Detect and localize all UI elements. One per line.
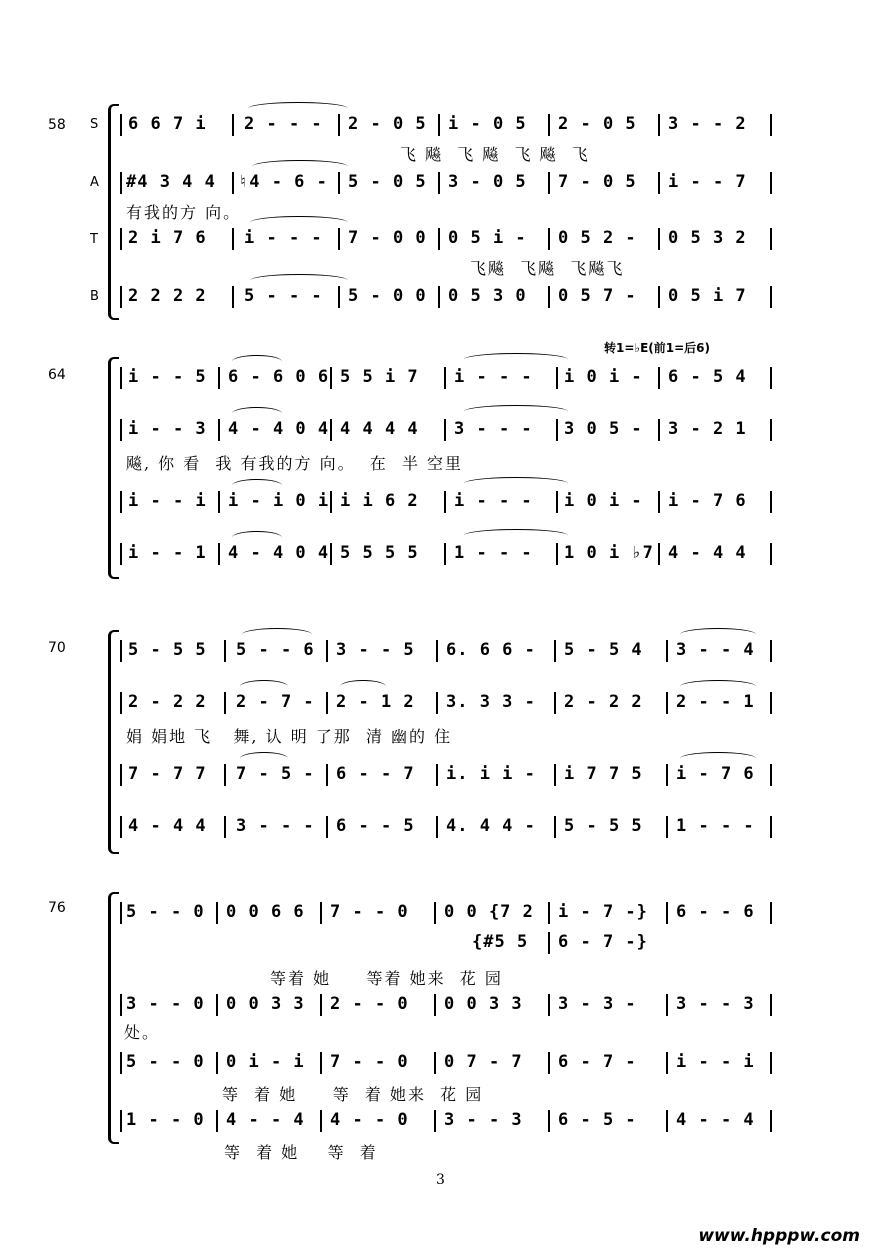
tie	[464, 529, 568, 542]
lyric-line: 飞 飚 飞 飚 飞 飚 飞	[400, 145, 590, 164]
measure-notes: 0 0 3 3	[444, 994, 523, 1014]
measure-notes: 0 i - i	[226, 1052, 305, 1072]
tie	[464, 477, 568, 490]
staff-soprano	[120, 636, 780, 666]
measure-notes: 5 - 0 0	[348, 286, 427, 306]
measure-notes: 0 5 2 -	[558, 228, 637, 248]
staff-soprano	[120, 110, 780, 140]
measure-notes: i - - -	[244, 228, 323, 248]
staff-alto	[120, 415, 780, 445]
measure-notes: i - 7 6	[676, 764, 755, 784]
measure-notes: 3 - - 3	[444, 1110, 523, 1130]
measure-notes: 2 - 2 2	[128, 692, 207, 712]
measure-notes: 2 - 7 -	[236, 692, 315, 712]
voice-label-s: S	[90, 117, 99, 132]
measure-notes: 5 - - 0	[126, 902, 205, 922]
measure-notes: 5 - - 6	[236, 640, 315, 660]
measure-notes: i - - i	[676, 1052, 755, 1072]
measure-notes: 4 - 4 0 4	[228, 543, 330, 563]
measure-notes: 3 - 0 5	[448, 172, 527, 192]
lyric-line: 飞飚 飞飚 飞飚飞	[470, 259, 625, 278]
measure-notes: 5 - - 0	[126, 1052, 205, 1072]
measure-notes: 6 - 7 -	[558, 1052, 637, 1072]
measure-notes: 4 - - 0	[330, 1110, 409, 1130]
lyric-line: 等着 她 等着 她来 花 园	[270, 969, 503, 988]
staff-tenor	[120, 760, 780, 790]
lyric-line: 飚, 你 看 我 有我的方 向。 在 半 空里	[126, 454, 464, 473]
system-brace	[108, 104, 119, 320]
measure-notes: 4. 4 4 -	[446, 816, 536, 836]
system-brace	[108, 892, 119, 1144]
measure-notes: ♮4 - 6 -	[238, 172, 328, 192]
measure-notes: i - - -	[454, 491, 533, 511]
measure-notes: 3 0 5 -	[564, 419, 643, 439]
voice-label-a: A	[90, 175, 99, 190]
measure-notes: i - - -	[454, 367, 533, 387]
measure-notes: 1 0 i ♭7	[564, 543, 654, 563]
staff-alto	[120, 990, 780, 1020]
measure-notes: i 0 i -	[564, 491, 643, 511]
measure-notes: 4 - - 4	[226, 1110, 305, 1130]
measure-notes: i - 7 6	[668, 491, 747, 511]
measure-notes: i - - 5	[128, 367, 207, 387]
measure-notes: 5 - 0 5	[348, 172, 427, 192]
measure-notes: i - - 7	[668, 172, 747, 192]
measure-notes: 2 - - -	[244, 114, 323, 134]
measure-notes: 4 4 4 4	[340, 419, 419, 439]
measure-notes: 2 - 0 5	[558, 114, 637, 134]
measure-notes: 0 5 3 2	[668, 228, 747, 248]
system-brace	[108, 630, 119, 854]
measure-notes: i. i i -	[446, 764, 536, 784]
measure-notes: 3 - - 4	[676, 640, 755, 660]
measure-notes: 3 - 2 1	[668, 419, 747, 439]
measure-number: 58	[48, 117, 66, 133]
measure-notes: i - 7 -}	[558, 902, 648, 922]
measure-notes: 0 5 7 -	[558, 286, 637, 306]
measure-notes: 6 - 7 -}	[558, 932, 648, 952]
tie	[464, 405, 568, 418]
voice-label-t: T	[90, 232, 98, 247]
measure-notes: 1 - - -	[676, 816, 755, 836]
measure-notes: 6 - - 5	[336, 816, 415, 836]
measure-notes: 4 - 4 4	[128, 816, 207, 836]
measure-notes: 2 - 1 2	[336, 692, 415, 712]
measure-notes: 1 - - -	[454, 543, 533, 563]
measure-notes: 5 - - -	[244, 286, 323, 306]
measure-notes: #4 3 4 4	[126, 172, 216, 192]
lyric-line: 处。	[124, 1023, 161, 1042]
measure-number: 70	[48, 640, 66, 656]
voice-label-b: B	[90, 289, 99, 304]
measure-notes: 6 6 7 i	[128, 114, 207, 134]
measure-notes: 5 - 5 5	[564, 816, 643, 836]
lyric-line: 娟 娟地 飞 舞, 认 明 了那 清 幽的 住	[126, 727, 453, 746]
staff-bass	[120, 1106, 780, 1136]
measure-notes: 3 - - 5	[336, 640, 415, 660]
measure-notes: i i 6 2	[340, 491, 419, 511]
measure-notes: 3. 3 3 -	[446, 692, 536, 712]
measure-notes: 3 - - 0	[126, 994, 205, 1014]
measure-notes: 3 - - 3	[676, 994, 755, 1014]
measure-notes: 6. 6 6 -	[446, 640, 536, 660]
measure-notes: i 0 i -	[564, 367, 643, 387]
staff-alto	[120, 168, 780, 198]
staff-tenor	[120, 224, 780, 254]
page-number: 3	[436, 1172, 445, 1188]
lyric-line: 等 着 她 等 着 她来 花 园	[222, 1085, 484, 1104]
measure-notes: 7 - - 0	[330, 1052, 409, 1072]
measure-notes: 4 - 4 0 4	[228, 419, 330, 439]
measure-notes: i - 0 5	[448, 114, 527, 134]
staff-bass	[120, 812, 780, 842]
measure-notes: 2 - - 0	[330, 994, 409, 1014]
measure-notes: 3 - - 2	[668, 114, 747, 134]
measure-notes: 6 - - 6	[676, 902, 755, 922]
site-watermark: www.hpppw.com	[698, 1226, 860, 1246]
measure-notes: 0 5 3 0	[448, 286, 527, 306]
tie	[464, 353, 568, 366]
measure-notes: 6 - 6 0 6	[228, 367, 330, 387]
measure-notes: i - - 3	[128, 419, 207, 439]
staff-tenor	[120, 487, 780, 517]
measure-notes: 7 - 7 7	[128, 764, 207, 784]
measure-notes: 4 - - 4	[676, 1110, 755, 1130]
measure-number: 76	[48, 900, 66, 916]
measure-notes: 3 - - -	[454, 419, 533, 439]
key-change-annotation: 转1=♭E(前1=后6)	[604, 341, 710, 355]
measure-notes: i - - i	[128, 491, 207, 511]
measure-notes: 5 - 5 5	[128, 640, 207, 660]
measure-notes: i - i 0 i	[228, 491, 330, 511]
staff-soprano	[120, 363, 780, 393]
measure-notes: 0 0 3 3	[226, 994, 305, 1014]
staff-soprano	[120, 898, 780, 928]
measure-notes: i 7 7 5	[564, 764, 643, 784]
measure-notes: 5 5 5 5	[340, 543, 419, 563]
measure-notes: 0 0 6 6	[226, 902, 305, 922]
measure-notes: 7 - 5 -	[236, 764, 315, 784]
measure-notes: 6 - 5 -	[558, 1110, 637, 1130]
measure-notes: 2 - 0 5	[348, 114, 427, 134]
measure-notes: 3 - 3 -	[558, 994, 637, 1014]
staff-tenor	[120, 1048, 780, 1078]
measure-notes: 0 5 i -	[448, 228, 527, 248]
measure-notes: 0 7 - 7	[444, 1052, 523, 1072]
measure-number: 64	[48, 367, 66, 383]
measure-notes: 4 - 4 4	[668, 543, 747, 563]
measure-notes: 7 - 0 5	[558, 172, 637, 192]
staff-bass	[120, 282, 780, 312]
measure-notes: 0 0 {7 2	[444, 902, 534, 922]
staff-alto	[120, 688, 780, 718]
measure-notes: 2 - 2 2	[564, 692, 643, 712]
system-brace	[108, 357, 119, 579]
measure-notes: 5 - 5 4	[564, 640, 643, 660]
measure-notes: i - - 1	[128, 543, 207, 563]
lyric-line: 等 着 她 等 着	[224, 1143, 378, 1162]
measure-notes: {#5 5	[472, 932, 529, 952]
measure-notes: 2 2 2 2	[128, 286, 207, 306]
measure-notes: 5 5 i 7	[340, 367, 419, 387]
staff-bass	[120, 539, 780, 569]
measure-notes: 1 - - 0	[126, 1110, 205, 1130]
measure-notes: 6 - 5 4	[668, 367, 747, 387]
measure-notes: 2 i 7 6	[128, 228, 207, 248]
measure-notes: 0 5 i 7	[668, 286, 747, 306]
measure-notes: 3 - - -	[236, 816, 315, 836]
staff-soprano-divisi	[120, 928, 780, 958]
measure-notes: 7 - 0 0	[348, 228, 427, 248]
measure-notes: 2 - - 1	[676, 692, 755, 712]
measure-notes: 6 - - 7	[336, 764, 415, 784]
lyric-line: 有我的方 向。	[126, 203, 242, 222]
measure-notes: 7 - - 0	[330, 902, 409, 922]
